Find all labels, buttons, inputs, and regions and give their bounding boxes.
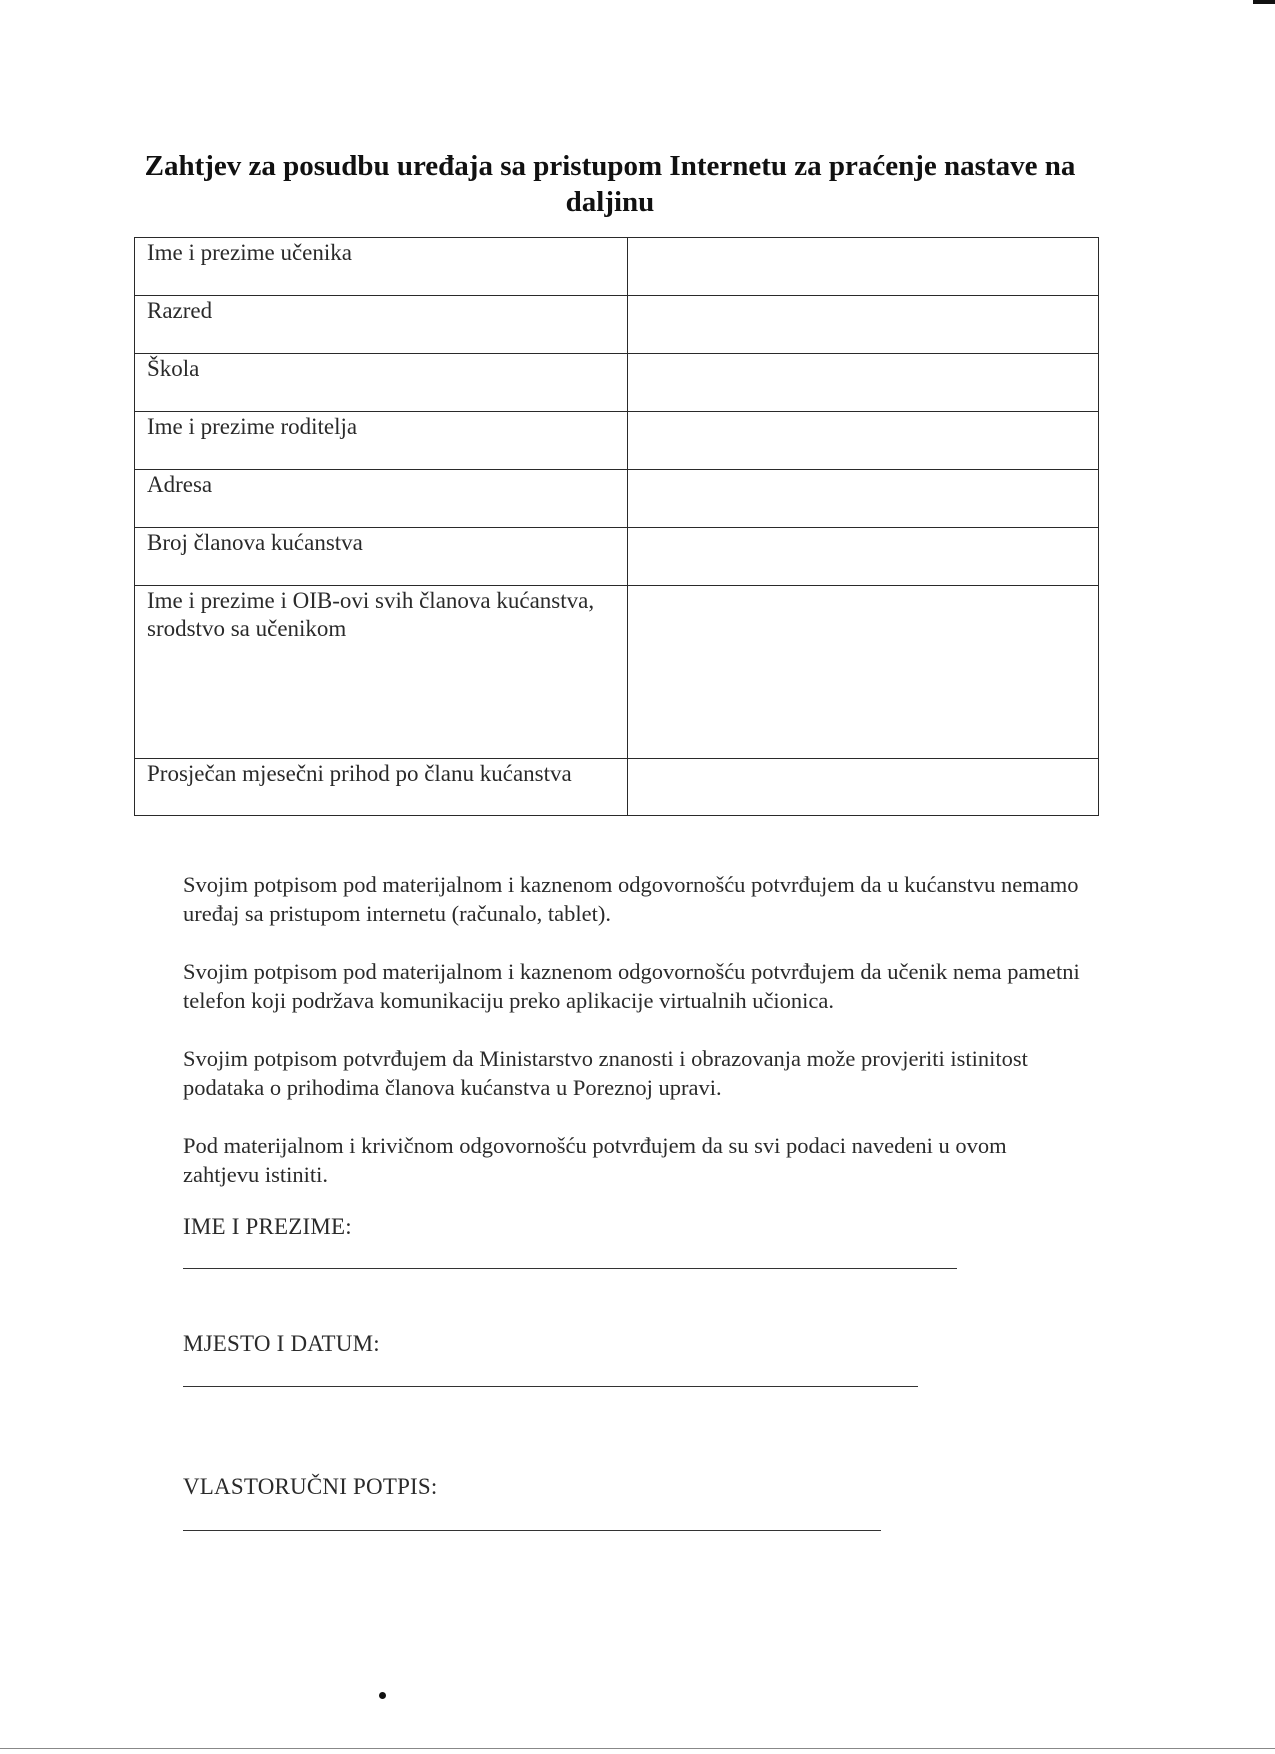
form-row-class xyxy=(135,296,1099,354)
handwritten-signature-line[interactable] xyxy=(183,1530,881,1531)
form-label: Broj članova kućanstva xyxy=(135,528,628,586)
form-row-school xyxy=(135,354,1099,412)
form-label: Razred xyxy=(135,296,628,354)
name-signature-line[interactable] xyxy=(183,1268,957,1269)
form-value-field[interactable] xyxy=(628,412,1099,470)
scan-corner-mark xyxy=(1253,0,1275,4)
place-date-signature-line[interactable] xyxy=(183,1386,918,1387)
form-row-student-name xyxy=(135,238,1099,296)
applicant-form-table xyxy=(134,237,1099,816)
form-label: Adresa xyxy=(135,470,628,528)
form-value-field[interactable] xyxy=(628,528,1099,586)
form-row-household-members xyxy=(135,586,1099,759)
declaration-no-device: Svojim potpisom pod materijalnom i kaznenom odgovornošću potvrđujem da u kućanstvu nemamo uređaj sa pristupom internetu (računalo, tablet). xyxy=(183,872,1079,926)
form-row-average-income xyxy=(135,759,1099,816)
name-label: IME I PREZIME: xyxy=(183,1214,352,1239)
handwritten-signature-label: VLASTORUČNI POTPIS: xyxy=(183,1474,438,1499)
scan-bottom-edge xyxy=(0,1748,1275,1749)
form-label: Ime i prezime učenika xyxy=(135,238,628,296)
form-label: Prosječan mjesečni prihod po članu kućanstva xyxy=(135,759,628,816)
form-value-field[interactable] xyxy=(628,759,1099,816)
declaration-no-smartphone: Svojim potpisom pod materijalnom i kaznenom odgovornošću potvrđujem da učenik nema pametni telefon koji podržava komunikaciju preko aplikacije virtualnih učionica. xyxy=(183,959,1080,1013)
form-label: Ime i prezime i OIB-ovi svih članova kućanstva, srodstvo sa učenikom xyxy=(135,586,628,759)
declaration-data-truthful: Pod materijalnom i krivičnom odgovornošću potvrđujem da su svi podaci navedeni u ovom zahtjevu istiniti. xyxy=(183,1133,1007,1187)
form-row-household-size xyxy=(135,528,1099,586)
scan-dot-mark xyxy=(379,1692,386,1699)
declaration-income-verification: Svojim potpisom potvrđujem da Ministarstvo znanosti i obrazovanja može provjeriti istinitost podataka o prihodima članova kućanstva u Poreznoj upravi. xyxy=(183,1046,1028,1100)
form-label: Ime i prezime roditelja xyxy=(135,412,628,470)
place-date-label: MJESTO I DATUM: xyxy=(183,1331,380,1356)
form-value-field[interactable] xyxy=(628,470,1099,528)
form-value-field[interactable] xyxy=(628,296,1099,354)
form-value-field[interactable] xyxy=(628,586,1099,759)
form-value-field[interactable] xyxy=(628,354,1099,412)
declarations-section xyxy=(183,870,1083,1218)
form-value-field[interactable] xyxy=(628,238,1099,296)
form-label: Škola xyxy=(135,354,628,412)
form-row-address xyxy=(135,470,1099,528)
form-row-parent-name xyxy=(135,412,1099,470)
document-title: Zahtjev za posudbu uređaja sa pristupom Internetu za praćenje nastave na daljinu xyxy=(144,150,1076,218)
